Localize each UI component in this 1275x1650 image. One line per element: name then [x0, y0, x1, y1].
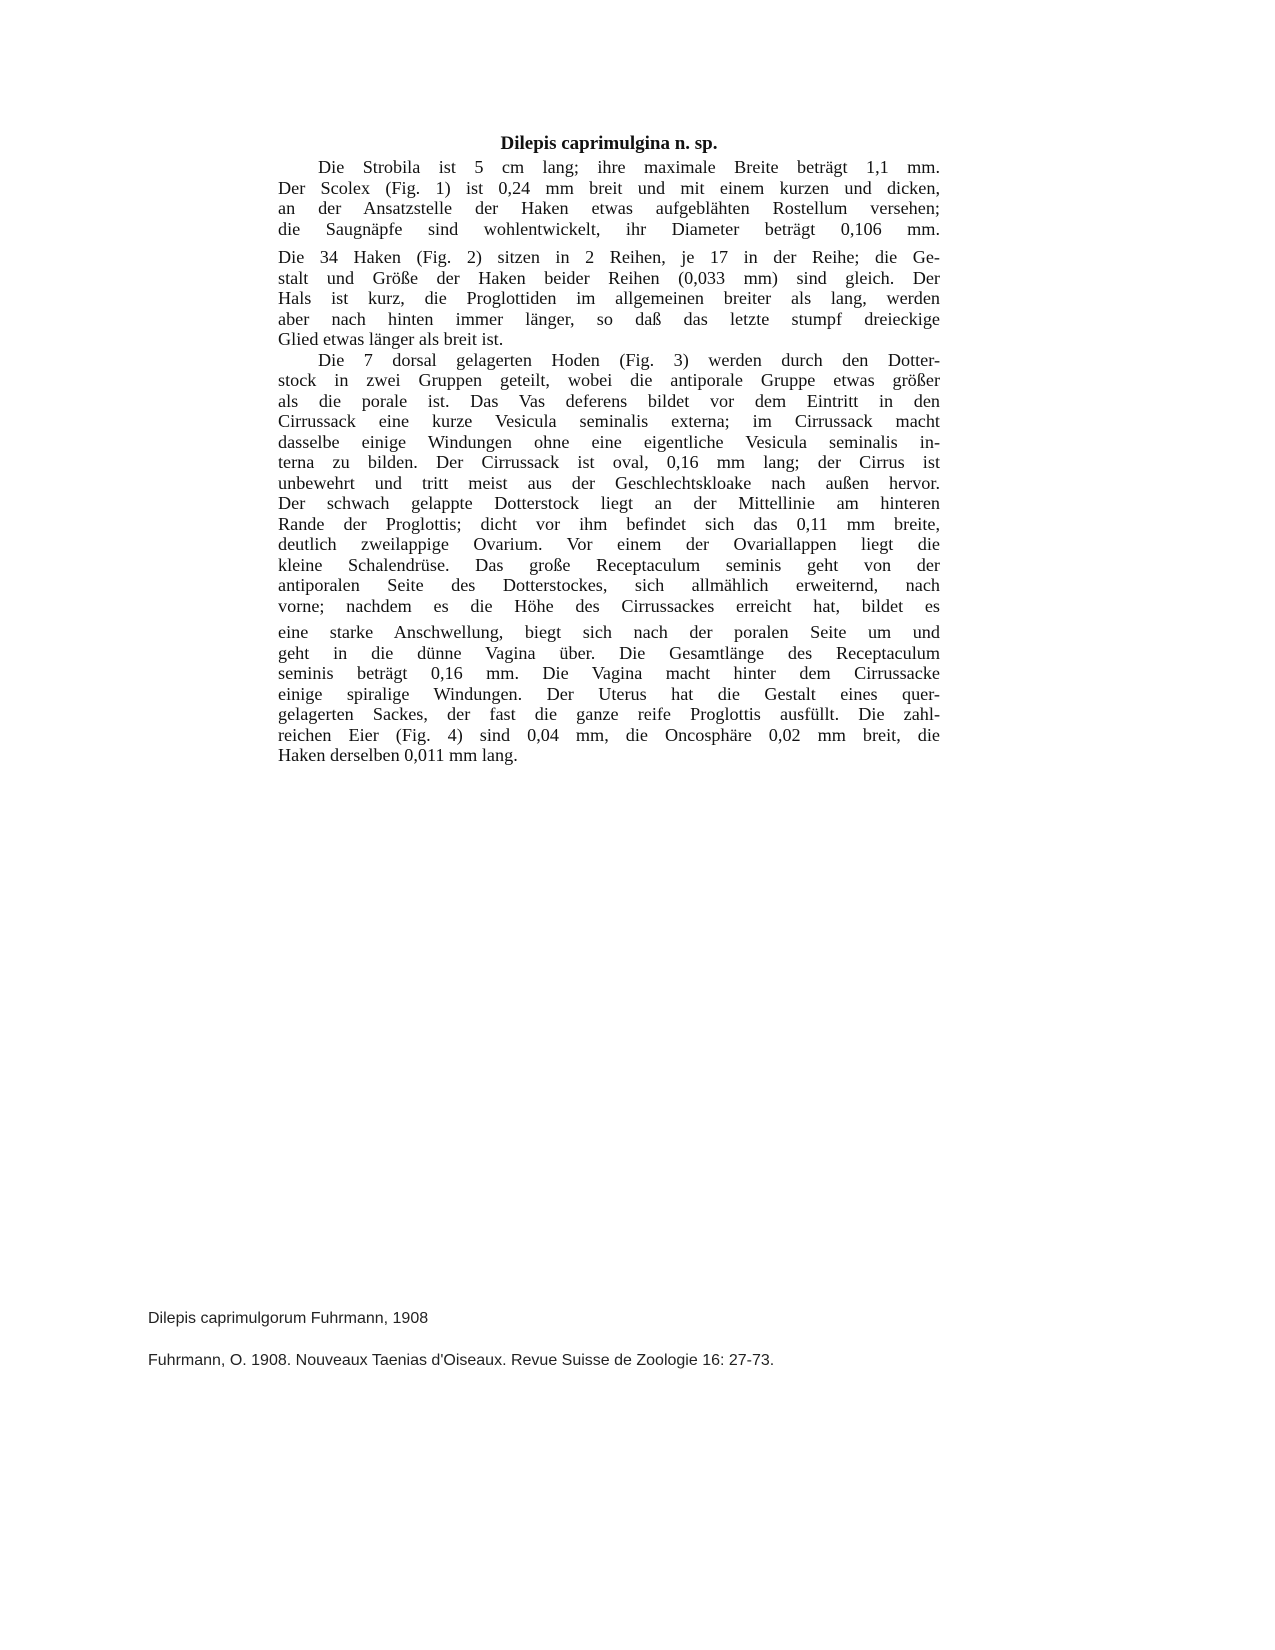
- text-line: vorne; nachdem es die Höhe des Cirrussackes erreicht hat, bildet es: [278, 595, 940, 616]
- text-line: eine starke Anschwellung, biegt sich nach der poralen Seite um und: [278, 622, 940, 642]
- text-line: die Saugnäpfe sind wohlentwickelt, ihr Diameter beträgt 0,106 mm.: [278, 218, 940, 239]
- text-line: Rande der Proglottis; dicht vor ihm befindet sich das 0,11 mm breite,: [278, 513, 940, 534]
- text-line: terna zu bilden. Der Cirrussack ist oval, 0,16 mm lang; der Cirrus ist: [278, 452, 940, 472]
- text-line: aber nach hinten immer länger, so daß das letzte stumpf dreieckige: [278, 308, 940, 329]
- text-line: gelagerten Sackes, der fast die ganze reife Proglottis ausfüllt. Die zahl-: [278, 704, 940, 724]
- text-line: deutlich zweilappige Ovarium. Vor einem der Ovariallappen liegt die: [278, 534, 940, 554]
- text-line: Cirrussack eine kurze Vesicula seminalis externa; im Cirrussack macht: [278, 411, 940, 431]
- text-line: einige spiralige Windungen. Der Uterus hat die Gestalt eines quer-: [278, 683, 940, 704]
- text-line: als die porale ist. Das Vas deferens bildet vor dem Eintritt in den: [278, 390, 940, 411]
- text-line: stock in zwei Gruppen geteilt, wobei die antiporale Gruppe etwas größer: [278, 370, 940, 390]
- text-line: Glied etwas länger als breit ist.: [278, 329, 504, 349]
- citation-footer: Fuhrmann, O. 1908. Nouveaux Taenias d'Oiseaux. Revue Suisse de Zoologie 16: 27-73.: [148, 1352, 775, 1369]
- text-line: seminis beträgt 0,16 mm. Die Vagina macht hinter dem Cirrussacke: [278, 663, 940, 683]
- text-block-2: [278, 247, 940, 616]
- text-line: Hals ist kurz, die Proglottiden im allgemeinen breiter als lang, werden: [278, 288, 940, 308]
- text-line: stalt und Größe der Haken beider Reihen (0,033 mm) sind gleich. Der: [278, 267, 940, 288]
- text-line: antiporalen Seite des Dotterstockes, sich allmählich erweiternd, nach: [278, 575, 940, 595]
- text-line: reichen Eier (Fig. 4) sind 0,04 mm, die Oncosphäre 0,02 mm breit, die: [278, 724, 940, 745]
- text-line: Der Scolex (Fig. 1) ist 0,24 mm breit und mit einem kurzen und dicken,: [278, 177, 940, 198]
- species-heading: Dilepis caprimulgina n. sp.: [500, 133, 718, 154]
- text-block-3: [278, 622, 940, 766]
- text-line: Die 7 dorsal gelagerten Hoden (Fig. 3) werden durch den Dotter-: [318, 349, 940, 370]
- text-block-1: [278, 157, 940, 239]
- text-line: Der schwach gelappte Dotterstock liegt an der Mittellinie am hinteren: [278, 493, 940, 513]
- text-line: Die Strobila ist 5 cm lang; ihre maximale Breite beträgt 1,1 mm.: [318, 157, 940, 177]
- text-line: geht in die dünne Vagina über. Die Gesamtlänge des Receptaculum: [278, 642, 940, 663]
- text-line: an der Ansatzstelle der Haken etwas aufgeblähten Rostellum versehen;: [278, 198, 940, 218]
- text-line: kleine Schalendrüse. Das große Receptaculum seminis geht von der: [278, 554, 940, 575]
- text-line: dasselbe einige Windungen ohne eine eigentliche Vesicula seminalis in-: [278, 431, 940, 452]
- species-name-footer: Dilepis caprimulgorum Fuhrmann, 1908: [148, 1310, 429, 1327]
- text-line: Haken derselben 0,011 mm lang.: [278, 745, 518, 765]
- text-line: Die 34 Haken (Fig. 2) sitzen in 2 Reihen, je 17 in der Reihe; die Ge-: [278, 247, 940, 267]
- text-line: unbewehrt und tritt meist aus der Geschlechtskloake nach außen hervor.: [278, 472, 940, 493]
